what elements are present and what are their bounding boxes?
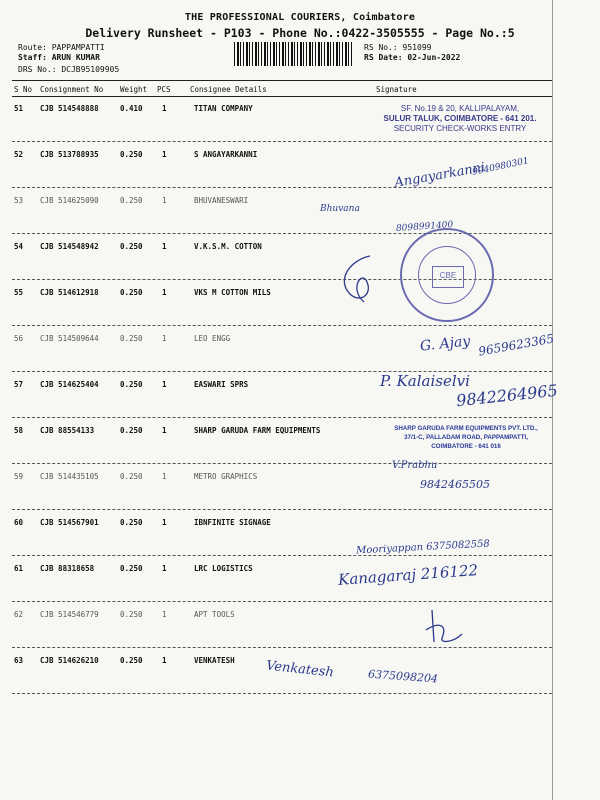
row-pcs: 1 (162, 104, 167, 113)
row-consignee: VENKATESH (194, 656, 235, 665)
row-pcs: 1 (162, 242, 167, 251)
row-weight: 0.250 (120, 472, 143, 481)
row-weight: 0.250 (120, 334, 143, 343)
row-pcs: 1 (162, 196, 167, 205)
phone-row56: 9659623365 (477, 331, 555, 359)
table-row (12, 328, 552, 372)
row-separator (12, 371, 552, 372)
row-consignee: EASWARI SPRS (194, 380, 249, 389)
col-signature: Signature (376, 85, 417, 94)
rs-no-value: 951099 (402, 43, 432, 52)
row-sno: 57 (14, 380, 24, 389)
row-separator (12, 325, 552, 326)
staff-value: ARUN KUMAR (51, 53, 100, 62)
row-separator (12, 555, 552, 556)
row-consignee: SHARP GARUDA FARM EQUIPMENTS (194, 426, 321, 435)
row-consignment-no: CJB 514509644 (40, 334, 99, 343)
row-consignment-no: CJB 88318658 (40, 564, 95, 573)
row-pcs: 1 (162, 288, 167, 297)
rs-date-line: RS Date: 02-Jun-2022 (364, 53, 461, 62)
row-sno: 60 (14, 518, 24, 527)
col-pcs: PCS (157, 85, 171, 94)
row-weight: 0.250 (120, 242, 143, 251)
row-separator (12, 601, 552, 602)
signature-row57: P. Kalaiselvi (380, 372, 470, 390)
rs-no-line: RS No.: 951099 (364, 43, 432, 52)
cbe-seal-center: CBE (432, 266, 464, 288)
table-row (12, 190, 552, 234)
row-consignment-no: CJB 514625404 (40, 380, 99, 389)
row-pcs: 1 (162, 426, 167, 435)
rs-date-value: 02-Jun-2022 (407, 53, 461, 62)
phone-row57: 9842264965 (455, 380, 559, 411)
row-consignment-no: CJB 514567901 (40, 518, 99, 527)
titan-stamp: SF. No.19 & 20, KALLIPALAYAM, SULUR TALUK, COIMBATORE - 641 201. SECURITY CHECK-WORKS ENTRY (383, 104, 537, 133)
col-weight: Weight (120, 85, 148, 94)
signature-row61: Kanagaraj 216122 (337, 561, 479, 589)
row-consignment-no: CJB 513788935 (40, 150, 99, 159)
signature-row59: V.Prabhu (392, 460, 438, 471)
row-sno: 51 (14, 104, 24, 113)
row-separator (12, 693, 552, 694)
row-consignee: S ANGAYARKANNI (194, 150, 258, 159)
col-consignee: Consignee Details (190, 85, 267, 94)
row-sno: 62 (14, 610, 24, 619)
row-pcs: 1 (162, 380, 167, 389)
row-consignee: APT TOOLS (194, 610, 235, 619)
row-sno: 61 (14, 564, 24, 573)
row-weight: 0.250 (120, 518, 143, 527)
runsheet-title: Delivery Runsheet - P103 - Phone No.:0422-3505555 - Page No.:5 (85, 26, 515, 40)
row-separator (12, 463, 552, 464)
drs-value: DCJB95109905 (61, 65, 120, 74)
row-consignee: LRC LOGISTICS (194, 564, 253, 573)
phone-row59: 9842465505 (420, 478, 490, 491)
row-pcs: 1 (162, 564, 167, 573)
row-weight: 0.250 (120, 150, 143, 159)
row-pcs: 1 (162, 518, 167, 527)
signature-row62 (418, 604, 468, 648)
row-weight: 0.250 (120, 656, 143, 665)
row-pcs: 1 (162, 472, 167, 481)
row-consignment-no: CJB 514546779 (40, 610, 99, 619)
signature-row63: Venkatesh (265, 658, 335, 681)
row-consignment-no: CJB 514548942 (40, 242, 99, 251)
drs-line: DRS No.: DCJB95109905 (18, 65, 120, 74)
header-bottom-rule (12, 96, 552, 97)
row-separator (12, 187, 552, 188)
row-consignee: LEO ENGG (194, 334, 231, 343)
phone-row53: 8098991400 (395, 220, 454, 234)
row-pcs: 1 (162, 656, 167, 665)
row-consignment-no: CJB 514548888 (40, 104, 99, 113)
row-sno: 52 (14, 150, 24, 159)
row-consignment-no: CJB 88554133 (40, 426, 95, 435)
row-sno: 58 (14, 426, 24, 435)
sharp-garuda-stamp: SHARP GARUDA FARM EQUIPMENTS PVT. LTD., 37/1-C, PALLADAM ROAD, PAPPAMPATTI, COIMBATORE - 641 016 (394, 425, 538, 450)
row-sno: 53 (14, 196, 24, 205)
route-line: Route: PAPPAMPATTI (18, 43, 105, 52)
row-weight: 0.410 (120, 104, 143, 113)
signature-row56: G. Ajay (419, 333, 471, 355)
row-consignee: BHUVANESWARI (194, 196, 249, 205)
signature-row53: Bhuvana (320, 204, 360, 214)
row-consignee: IBNFINITE SIGNAGE (194, 518, 271, 527)
row-consignment-no: CJB 514612918 (40, 288, 99, 297)
row-separator (12, 647, 552, 648)
route-value: PAPPAMPATTI (51, 43, 105, 52)
row-separator (12, 417, 552, 418)
row-consignee: TITAN COMPANY (194, 104, 253, 113)
barcode (234, 42, 354, 66)
row-pcs: 1 (162, 150, 167, 159)
row-pcs: 1 (162, 334, 167, 343)
row-weight: 0.250 (120, 564, 143, 573)
col-consignment: Consignment No (40, 85, 104, 94)
row-weight: 0.250 (120, 610, 143, 619)
row-consignee: VKS M COTTON MILS (194, 288, 271, 297)
phone-row63: 6375098204 (367, 667, 439, 686)
row-sno: 54 (14, 242, 24, 251)
staff-line: Staff: ARUN KUMAR (18, 53, 100, 62)
row-sno: 59 (14, 472, 24, 481)
row-sno: 55 (14, 288, 24, 297)
row-sno: 56 (14, 334, 24, 343)
company-title: THE PROFESSIONAL COURIERS, Coimbatore (184, 12, 416, 23)
phone-row52: 9940980301 (471, 156, 530, 178)
signature-row54-55 (330, 250, 390, 310)
row-separator (12, 509, 552, 510)
col-sno: S No (14, 85, 33, 94)
header-top-rule (12, 80, 552, 81)
signature-row52: Angayarkanni (393, 160, 487, 191)
row-weight: 0.250 (120, 426, 143, 435)
row-weight: 0.250 (120, 196, 143, 205)
row-separator (12, 141, 552, 142)
row-sno: 63 (14, 656, 24, 665)
row-weight: 0.250 (120, 380, 143, 389)
row-consignee: V.K.S.M. COTTON (194, 242, 262, 251)
row-consignment-no: CJB 514625090 (40, 196, 99, 205)
row-consignee: METRO GRAPHICS (194, 472, 258, 481)
row-consignment-no: CJB 514435105 (40, 472, 99, 481)
row-pcs: 1 (162, 610, 167, 619)
row-weight: 0.250 (120, 288, 143, 297)
row-consignment-no: CJB 514626210 (40, 656, 99, 665)
table-row (12, 604, 552, 648)
signature-row60: Mooriyappan 6375082558 (355, 538, 491, 557)
